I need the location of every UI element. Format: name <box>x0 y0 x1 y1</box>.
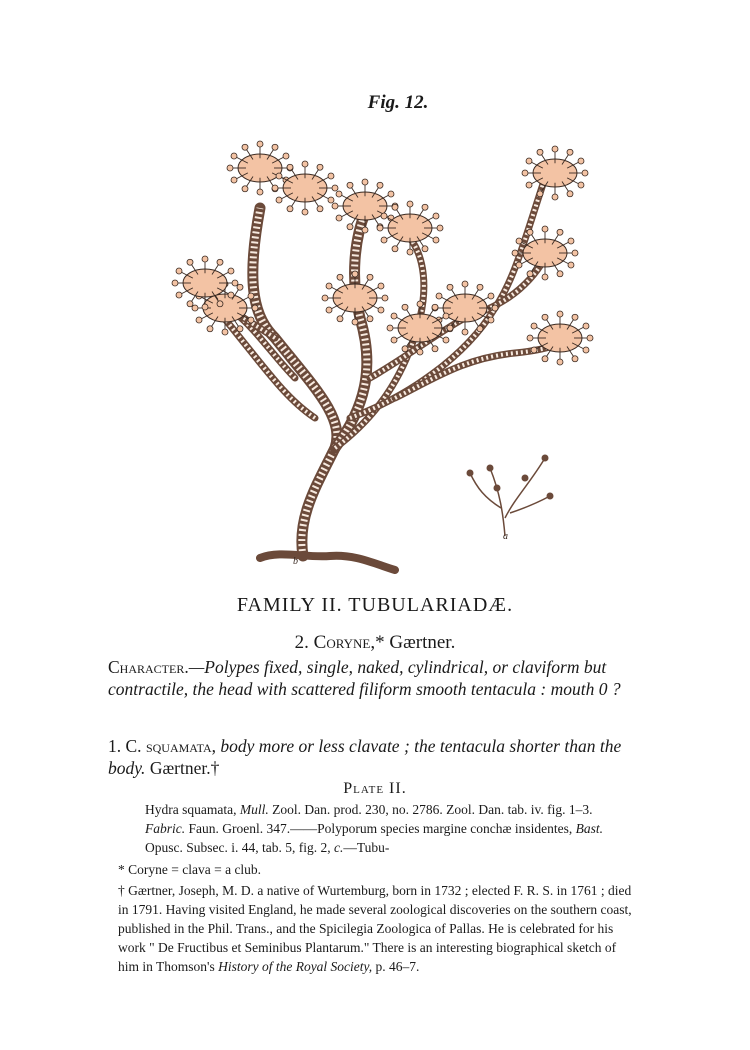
tentacle-tip <box>248 317 254 323</box>
tentacle-tip <box>362 227 368 233</box>
small-polyp <box>542 455 549 462</box>
genus-number: 2. <box>294 632 309 653</box>
tentacle-tip <box>362 179 368 185</box>
tentacle-tip <box>477 284 483 290</box>
tentacle-tip <box>381 237 387 243</box>
tentacle-tip <box>367 316 373 322</box>
tentacle-tip <box>382 295 388 301</box>
tentacle-tip <box>237 284 243 290</box>
genus-author: Gærtner. <box>389 632 456 653</box>
synonymy-ref-1: Zool. Dan. prod. 230, no. 2786. Zool. Dan. tab. iv. fig. 1–3. <box>272 802 593 817</box>
character-label: Character. <box>108 657 189 677</box>
tentacle-tip <box>557 311 563 317</box>
tentacle-tip <box>328 197 334 203</box>
tentacle-tip <box>347 182 353 188</box>
character-text: —Polypes fixed, single, naked, cylindrical, or claviform but contractile, the head with scattered filiform smooth tentacula : mouth 0 ? <box>108 657 621 699</box>
tentacle-tip <box>237 326 243 332</box>
tentacle-tip <box>392 246 398 252</box>
species-footnote-mark: † <box>210 758 220 778</box>
tentacle-tip <box>326 283 332 289</box>
tentacle-tip <box>317 206 323 212</box>
character-paragraph <box>108 656 638 700</box>
tentacle-tip <box>492 305 498 311</box>
tentacle-tip <box>537 191 543 197</box>
tentacle-tip <box>432 346 438 352</box>
tentacle-tip <box>572 356 578 362</box>
small-polyp <box>487 465 494 472</box>
tentacle-tip <box>336 215 342 221</box>
tentacle-tip <box>402 346 408 352</box>
tentacle-tip <box>527 229 533 235</box>
synonymy-block <box>145 800 630 857</box>
tentacle-tip <box>512 250 518 256</box>
tentacle-tip <box>477 326 483 332</box>
tentacle-tip <box>583 347 589 353</box>
tentacle-tip <box>287 206 293 212</box>
synonymy-author-fabric: Fabric. <box>145 821 186 836</box>
synonymy-continuation: —Tubu- <box>343 840 390 855</box>
tentacle-tip <box>352 319 358 325</box>
tentacle-tip <box>377 225 383 231</box>
tentacle-tip <box>433 237 439 243</box>
root-tube <box>260 554 395 570</box>
tentacle-tip <box>437 225 443 231</box>
species-author: Gærtner. <box>149 758 211 778</box>
tentacle-tip <box>417 349 423 355</box>
family-heading: FAMILY II. TUBULARIADÆ. <box>236 594 514 616</box>
tentacle-tip <box>557 271 563 277</box>
tentacle-tip <box>242 144 248 150</box>
stem-tube <box>253 208 337 556</box>
synonymy-ref-3: Opusc. Subsec. i. 44, tab. 5, fig. 2, <box>145 840 331 855</box>
tentacle-tip <box>462 281 468 287</box>
tentacle-tip <box>196 317 202 323</box>
tentacle-tip <box>542 356 548 362</box>
tentacle-tip <box>568 262 574 268</box>
tentacle-tip <box>443 337 449 343</box>
tentacle-tip <box>552 146 558 152</box>
tentacle-tip <box>526 158 532 164</box>
tentacle-tip <box>447 284 453 290</box>
tentacle-tip <box>407 249 413 255</box>
tentacle-tip <box>542 226 548 232</box>
tentacle-tip <box>272 144 278 150</box>
synonymy-ref-2: Faun. Groenl. 347.——Polyporum species margine conchæ insidentes, <box>188 821 573 836</box>
tentacle-tip <box>192 305 198 311</box>
tentacle-tip <box>488 293 494 299</box>
tentacle-tip <box>583 323 589 329</box>
plate-label-a: a <box>503 531 508 542</box>
tentacle-tip <box>388 191 394 197</box>
tentacle-tip <box>302 161 308 167</box>
footnote-coryne: * Coryne = clava = a club. <box>118 862 262 877</box>
tentacle-tip <box>407 201 413 207</box>
tentacle-tip <box>337 316 343 322</box>
genus-heading <box>0 632 750 654</box>
tentacle-tip <box>447 325 453 331</box>
tentacle-tip <box>272 185 278 191</box>
tentacle-tip <box>252 305 258 311</box>
small-polyp <box>494 485 501 492</box>
footnote-gaertner-text: † Gærtner, Joseph, M. D. a native of Wurtemburg, born in 1732 ; elected F. R. S. in 1761 ; died in 1791. Having visited England, he made several zoological discoveries on the southern coast, published in the Phil. Trans., and the Spicilegia Zoologica of Pallas. He is celebrated for his work " De Fructibus et Seminibus Plantarum." There is an interesting biographical sketch of him in Thomson's <box>118 883 632 974</box>
tentacle-tip <box>276 173 282 179</box>
genus-footnote-mark: * <box>375 632 385 653</box>
tentacle-tip <box>287 164 293 170</box>
tentacle-tip <box>317 164 323 170</box>
tentacle-tip <box>578 158 584 164</box>
tentacle-tip <box>217 259 223 265</box>
tentacle-tip <box>557 359 563 365</box>
tentacle-tip <box>552 194 558 200</box>
genus-name: Coryne, <box>313 632 376 653</box>
small-polyp <box>547 493 554 500</box>
tentacle-tip <box>557 229 563 235</box>
tentacle-tip <box>381 213 387 219</box>
tentacle-tip <box>542 274 548 280</box>
synonymy-author-bast: Bast. <box>575 821 603 836</box>
tentacle-tip <box>527 335 533 341</box>
tentacle-tip <box>202 256 208 262</box>
tentacle-tip <box>378 283 384 289</box>
footnote-gaertner-pages: p. 46–7. <box>375 959 420 974</box>
tentacle-tip <box>257 189 263 195</box>
tentacle-tip <box>582 170 588 176</box>
coryne-illustration <box>165 118 615 588</box>
tentacle-tip <box>336 191 342 197</box>
tentacle-tip <box>387 325 393 331</box>
tentacle-tip <box>531 323 537 329</box>
colony-stems <box>205 178 560 570</box>
tentacle-tip <box>176 268 182 274</box>
tentacle-tip <box>417 301 423 307</box>
tentacle-tip <box>172 280 178 286</box>
species-number: 1. C. <box>108 736 142 756</box>
tentacle-tip <box>187 301 193 307</box>
tentacle-tip <box>578 182 584 188</box>
footnote-gaertner <box>118 881 638 976</box>
plate-label-b: b <box>293 556 298 567</box>
tentacle-tip <box>176 292 182 298</box>
synonymy-fig-letter: c. <box>333 840 344 855</box>
tentacle-tip <box>432 304 438 310</box>
tentacle-tip <box>443 313 449 319</box>
tentacle-tip <box>228 292 234 298</box>
species-description: body more or less clavate ; the tentacula shorter than the body. <box>108 736 622 778</box>
footnote-gaertner-title: History of the Royal Society, <box>218 959 373 974</box>
stem-rings <box>253 208 337 556</box>
tentacle-tip <box>402 304 408 310</box>
tentacle-tip <box>436 293 442 299</box>
tentacle-tip <box>367 274 373 280</box>
figure-caption: Fig. 12. <box>367 92 429 113</box>
tentacle-tip <box>332 203 338 209</box>
tentacle-tip <box>377 182 383 188</box>
tentacle-tip <box>527 271 533 277</box>
tentacle-tip <box>337 274 343 280</box>
tentacle-tip <box>302 209 308 215</box>
small-polyp <box>467 470 474 477</box>
tentacle-tip <box>228 268 234 274</box>
species-paragraph <box>108 735 638 779</box>
tentacle-tip <box>326 307 332 313</box>
tentacle-tip <box>516 238 522 244</box>
plate-reference: Plate II. <box>343 780 407 797</box>
small-stem <box>505 458 545 518</box>
tentacle-tip <box>207 326 213 332</box>
tentacle-tip <box>516 262 522 268</box>
tentacle-tip <box>422 246 428 252</box>
small-stem <box>510 496 550 513</box>
tentacle-tip <box>462 329 468 335</box>
tentacle-tip <box>222 329 228 335</box>
tentacle-tip <box>257 141 263 147</box>
tentacle-tip <box>526 182 532 188</box>
tentacle-tip <box>242 186 248 192</box>
tentacle-tip <box>391 313 397 319</box>
tentacle-tip <box>352 271 358 277</box>
tentacle-tip <box>202 304 208 310</box>
tentacle-tip <box>232 280 238 286</box>
synonymy-taxon: Hydra squamata, <box>145 802 237 817</box>
tentacle-tip <box>227 165 233 171</box>
tentacle-tip <box>567 149 573 155</box>
tentacle-tip <box>488 317 494 323</box>
tentacle-tip <box>276 197 282 203</box>
tentacle-tip <box>522 170 528 176</box>
synonymy-text <box>145 800 630 857</box>
tentacle-tip <box>328 173 334 179</box>
tentacle-tip <box>567 191 573 197</box>
tentacle-tip <box>422 204 428 210</box>
tentacle-tip <box>531 347 537 353</box>
tentacle-tip <box>392 204 398 210</box>
tentacle-tip <box>542 314 548 320</box>
species-name: squamata, <box>145 736 217 756</box>
tentacle-tip <box>537 149 543 155</box>
tentacle-tip <box>433 213 439 219</box>
tentacle-tip <box>587 335 593 341</box>
tentacle-tip <box>231 153 237 159</box>
tentacle-tip <box>572 314 578 320</box>
footnotes <box>118 860 638 976</box>
synonymy-author-mull: Mull. <box>239 802 269 817</box>
tentacle-tip <box>378 307 384 313</box>
tentacle-tip <box>283 153 289 159</box>
tentacle-tip <box>248 293 254 299</box>
tentacle-tip <box>568 238 574 244</box>
tentacle-tip <box>347 224 353 230</box>
tentacle-tip <box>217 301 223 307</box>
tentacle-tip <box>322 295 328 301</box>
small-colony-sketch <box>467 455 554 537</box>
tentacle-tip <box>572 250 578 256</box>
tentacle-tip <box>332 185 338 191</box>
small-polyp <box>522 475 529 482</box>
tentacle-tip <box>391 337 397 343</box>
tentacle-tip <box>187 259 193 265</box>
tentacle-tip <box>231 177 237 183</box>
